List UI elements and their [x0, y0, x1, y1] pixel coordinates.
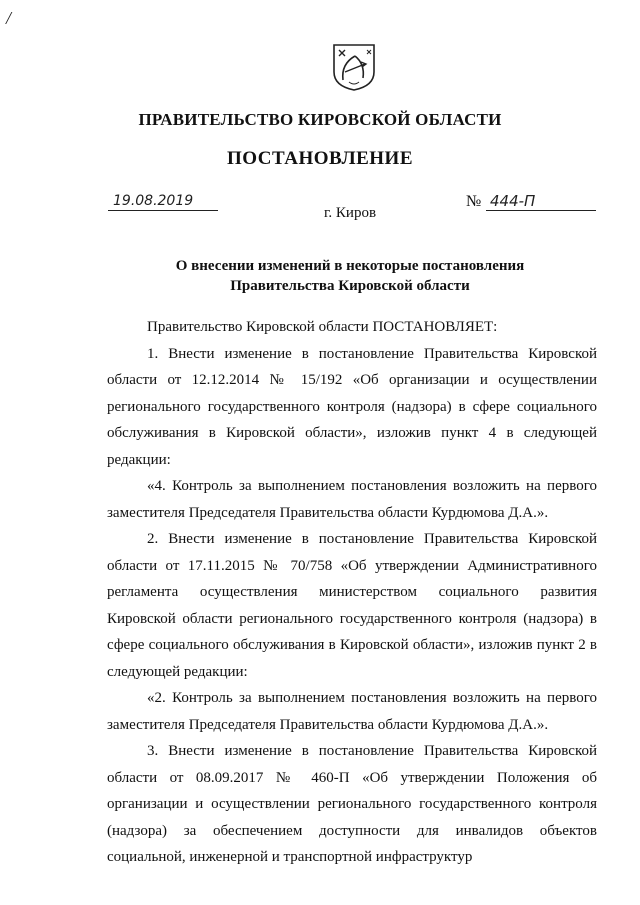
document-body [107, 314, 597, 871]
document-date: 19.08.2019 [113, 193, 194, 209]
document-number: 444-П [490, 192, 536, 210]
document-type: ПОСТАНОВЛЕНИЕ [226, 148, 414, 169]
paragraph-1: 1. Внести изменение в постановление Правительства Кировской области от 12.12.2014 № 15/192 «Об организации и осуществлении регионального государственного контроля (надзора) в сфере социального обслуживания в Кировской области», изложив пункт 4 в следующей редакции: [107, 345, 597, 468]
preamble: Правительство Кировской области ПОСТАНОВЛЯЕТ: [147, 319, 498, 335]
paragraph-2: 2. Внести изменение в постановление Правительства Кировской области от 17.11.2015 № 70/758 «Об утверждении Административного регламента осуществления министерством социального развития Кировской области регионального государственного контроля (надзора) в сфере социального обслуживания в Кировской области», изложив пункт 2 в следующей редакции: [107, 531, 597, 680]
subject-line-2: Правительства Кировской области [230, 278, 470, 294]
margin-mark: / [6, 8, 12, 28]
paragraph-3: 3. Внести изменение в постановление Правительства Кировской области от 08.09.2017 № 460-П «Об утверждении Положения об организации и осуществлении регионального государственного контроля (надзора) за обеспечением доступности для инвалидов объектов социальной, инженерной и транспортной инфраструктур [107, 743, 597, 865]
paragraph-1-quote: «4. Контроль за выполнением постановления возложить на первого заместителя Председателя Правительства области Курдюмова Д.А.». [107, 478, 597, 521]
document-subject [0, 256, 640, 296]
number-sign: № [466, 193, 482, 210]
coat-of-arms-emblem [331, 42, 377, 92]
city: г. Киров [323, 205, 377, 221]
subject-line-1: О внесении изменений в некоторые постановления [175, 258, 525, 274]
government-title: ПРАВИТЕЛЬСТВО КИРОВСКОЙ ОБЛАСТИ [138, 110, 502, 129]
paragraph-2-quote: «2. Контроль за выполнением постановления возложить на первого заместителя Председателя Правительства области Курдюмова Д.А.». [107, 690, 597, 733]
